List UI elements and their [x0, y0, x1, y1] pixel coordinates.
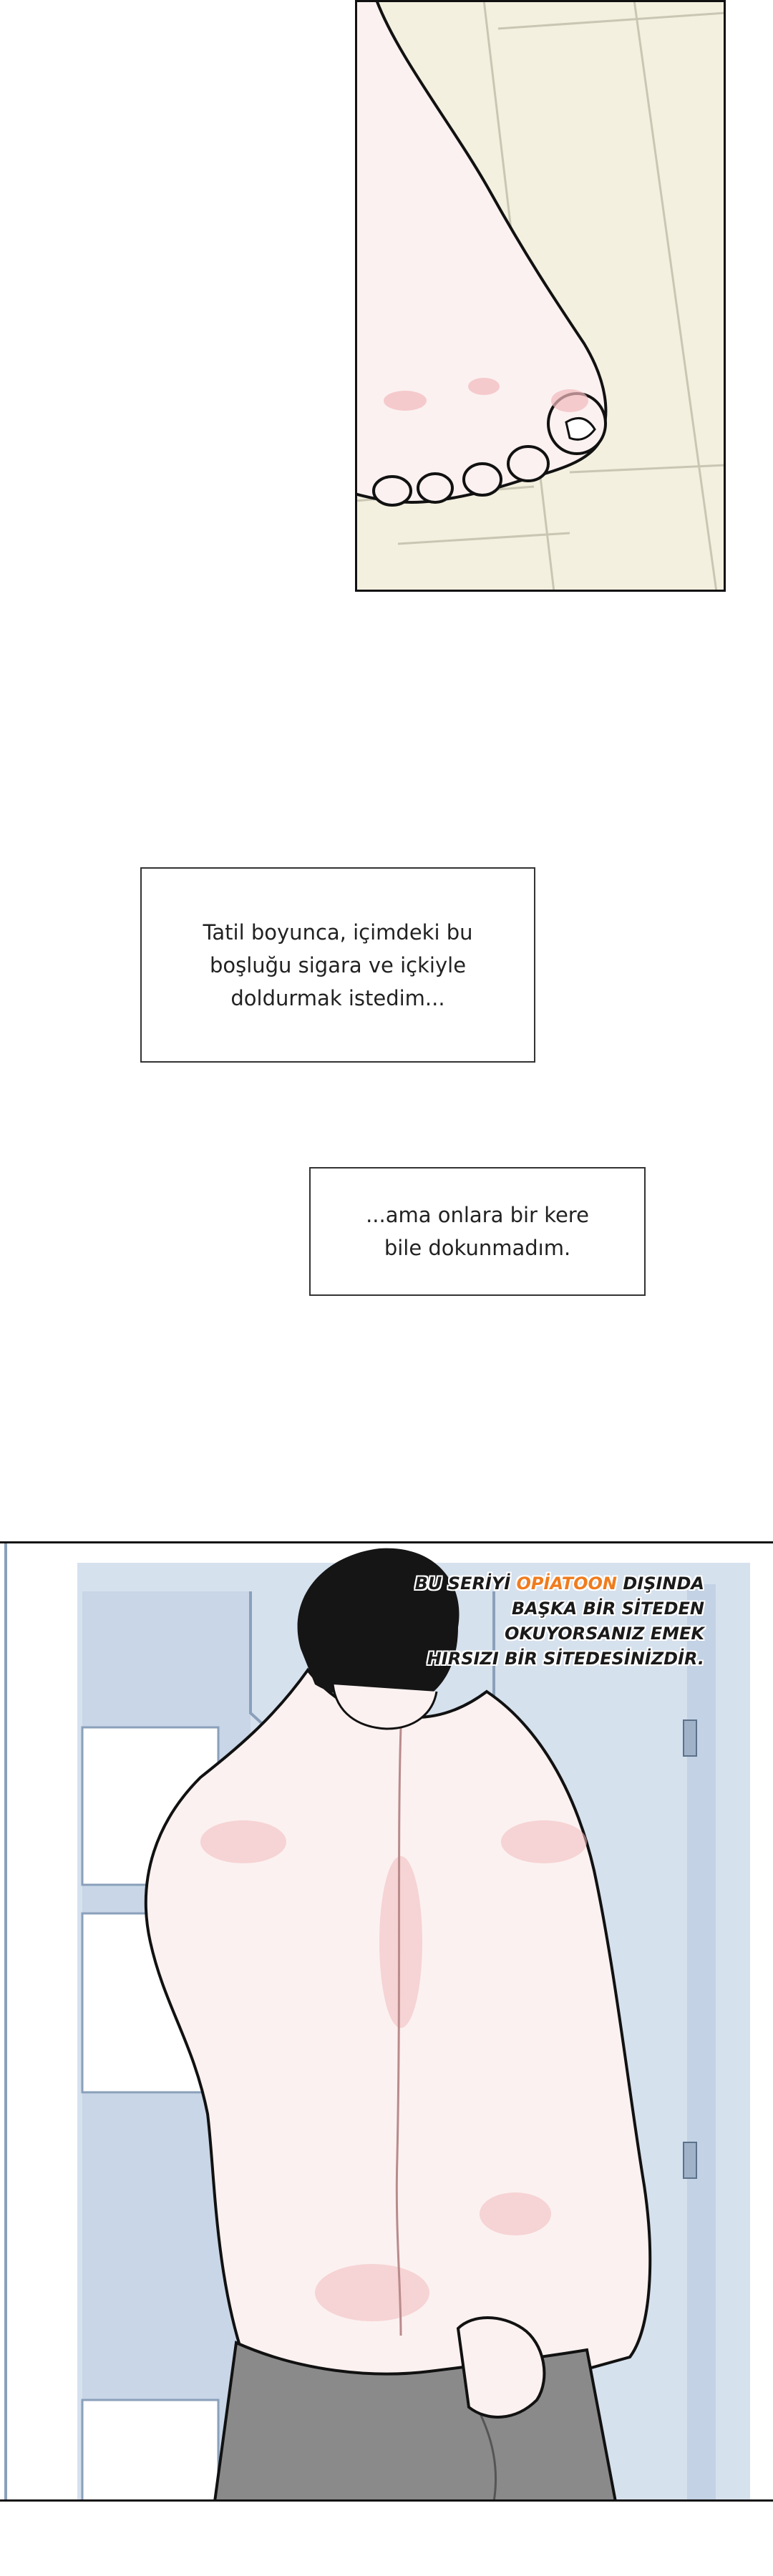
- narration-caption-1: Tatil boyunca, içimdeki bu boşluğu sigara ve içkiyle doldurmak istedim...: [140, 867, 535, 1063]
- watermark-prefix: BU SERİYİ: [414, 1574, 517, 1594]
- back-illustration: [0, 1541, 773, 2502]
- watermark-suffix: DIŞINDA: [616, 1574, 704, 1594]
- watermark-line-1: [368, 1571, 704, 1596]
- foot-panel: [355, 0, 726, 592]
- foot-illustration: [355, 0, 726, 592]
- narration-caption-2: ...ama onlara bir kere bile dokunmadım.: [309, 1167, 646, 1296]
- watermark-brand: OPİATOON: [516, 1574, 617, 1594]
- watermark-notice: [368, 1571, 704, 1672]
- watermark-line-3: HIRSIZI BİR SİTEDESİNİZDİR.: [427, 1649, 704, 1669]
- watermark-line-2: BAŞKA BİR SİTEDEN OKUYORSANIZ EMEK: [505, 1599, 704, 1644]
- back-panel: [0, 1541, 773, 2502]
